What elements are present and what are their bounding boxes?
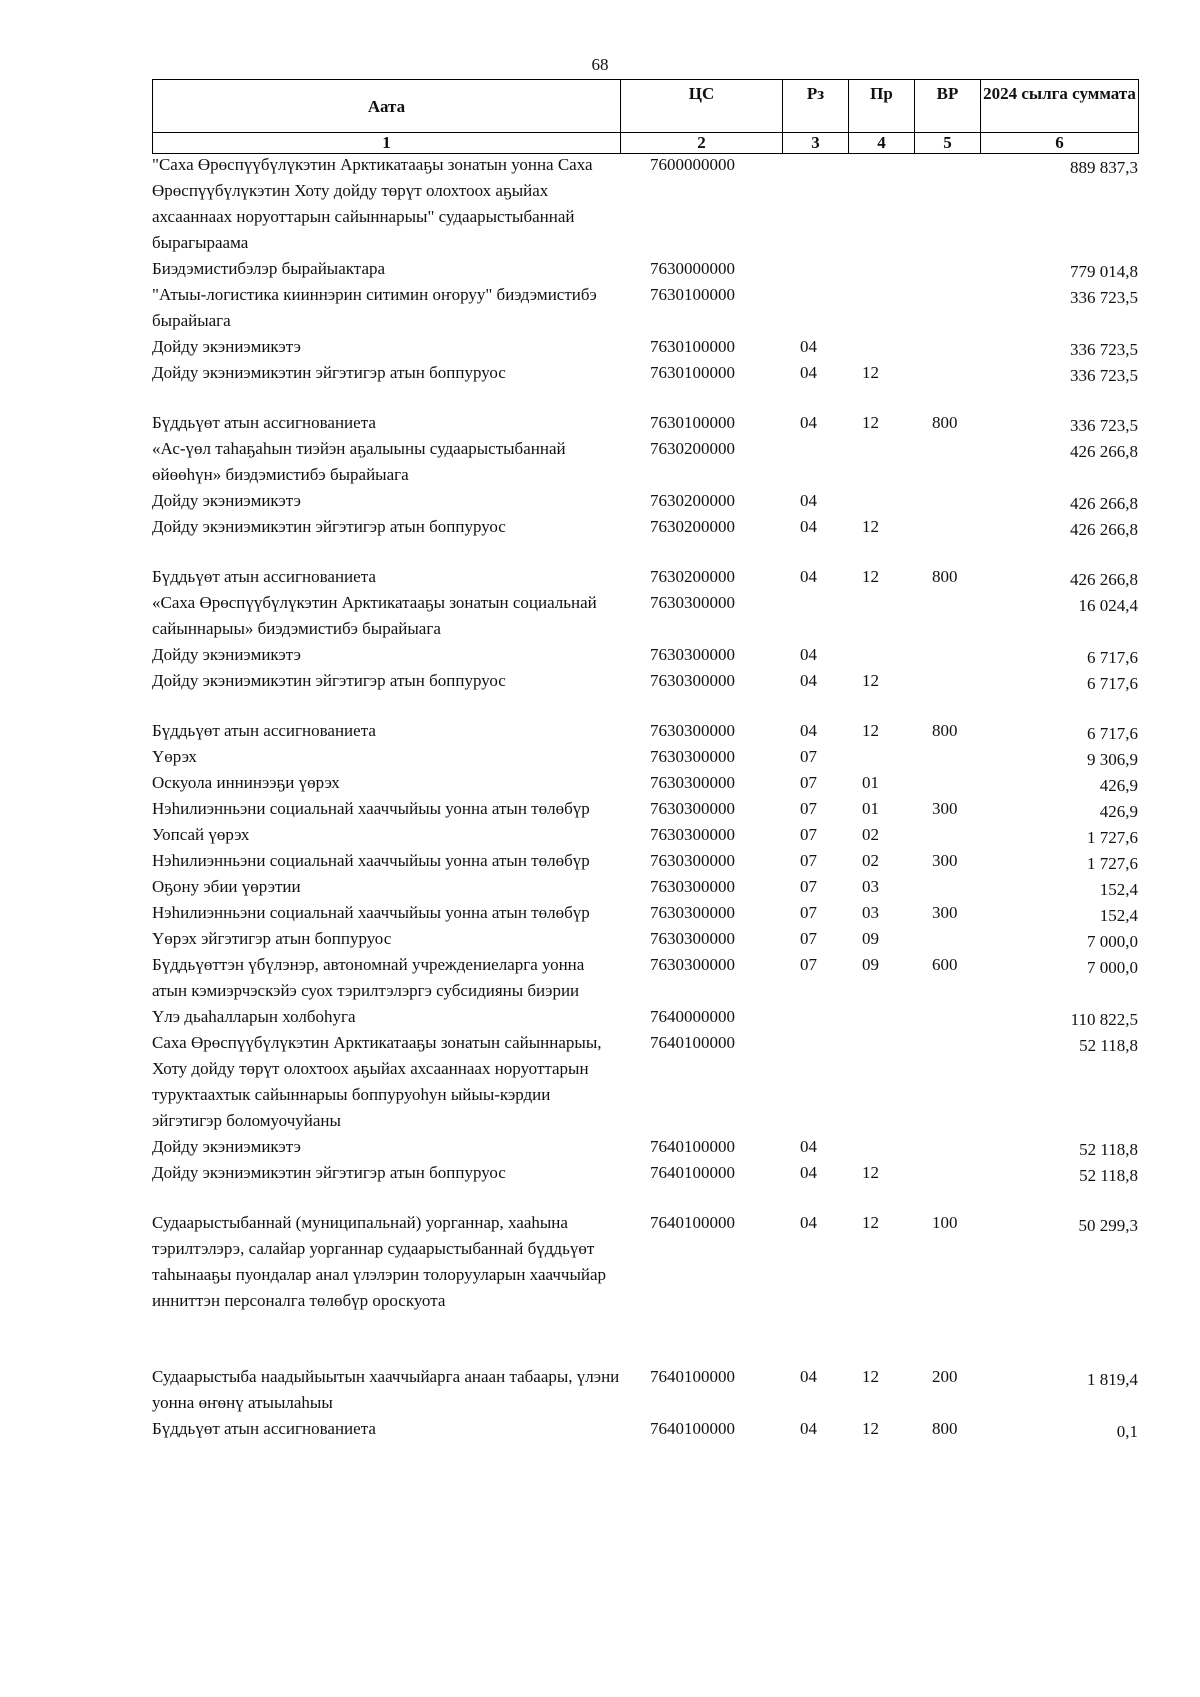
table-row: [152, 1364, 1138, 1416]
table-row: [152, 152, 1138, 256]
table-row: [152, 488, 1138, 514]
table-row: [152, 952, 1138, 1004]
row-name: «Саха Өрөспүүбүлүкэтин Арктикатааҕы зонатын социальнай сайыннарыы» биэдэмистибэ бырайыага: [152, 593, 597, 638]
row-name: «Ас-үөл таһаҕаһын тиэйэн аҕалыыны судаарыстыбаннай өйөөһүн» биэдэмистибэ бырайыага: [152, 439, 566, 484]
row-sum: 779 014,8: [1070, 262, 1138, 281]
row-rz-code: 04: [800, 1213, 817, 1232]
row-sum: 52 118,8: [1079, 1036, 1138, 1055]
row-sum: 110 822,5: [1070, 1010, 1138, 1029]
row-cs-code: 7640000000: [650, 1007, 735, 1026]
row-name: Дойду экэниэмикэтэ: [152, 491, 301, 510]
row-name: Нэһилиэнньэни социальнай хааччыйыы уонна атын төлөбүр: [152, 851, 590, 870]
row-name: "Саха Өрөспүүбүлүкэтин Арктикатааҕы зонатын уонна Саха Өрөспүүбүлүкэтин Хоту дойду төрүт олохтоох аҕыйах ахсааннаах норуоттарын сайыннарыы" судаарыстыбаннай бырагыраама: [152, 155, 593, 252]
row-rz-code: 04: [800, 1163, 817, 1182]
table-row: [152, 1416, 1138, 1442]
header-cs: ЦС: [621, 80, 783, 133]
row-sum: 1 727,6: [1087, 854, 1138, 873]
row-vr-code: 300: [932, 851, 958, 870]
row-sum: 426 266,8: [1070, 570, 1138, 589]
column-number: 4: [849, 133, 915, 154]
table-row: [152, 1134, 1138, 1160]
row-sum: 52 118,8: [1079, 1140, 1138, 1159]
row-pr-code: 12: [862, 517, 879, 536]
row-name: Уопсай үөрэх: [152, 825, 250, 844]
row-cs-code: 7630000000: [650, 259, 735, 278]
row-sum: 336 723,5: [1070, 416, 1138, 435]
row-sum: 9 306,9: [1087, 750, 1138, 769]
row-sum: 152,4: [1099, 906, 1138, 925]
row-rz-code: 07: [800, 773, 817, 792]
row-name: Дойду экэниэмикэтин эйгэтигэр атын боппуруос: [152, 1163, 506, 1182]
row-name: Дойду экэниэмикэтин эйгэтигэр атын боппуруос: [152, 671, 506, 690]
row-name: Судаарыстыбаннай (муниципальнай) уорганнар, хааһына тэрилтэлэрэ, салайар уорганнар судаарыстыбаннай бүддьүөт таһынааҕы пуондалар анал үлэлэрин толорууларын хааччыйар инниттэн персоналга төлөбүр ороскуота: [152, 1213, 607, 1310]
row-cs-code: 7640100000: [650, 1137, 735, 1156]
row-name: Бүддьүөттэн үбүлэнэр, автономнай учреждениеларга уонна атын кэмиэрчэскэйэ суох тэрилтэлэргэ субсидияны биэрии: [152, 955, 585, 1000]
row-sum: 336 723,5: [1070, 340, 1138, 359]
table-row: [152, 1004, 1138, 1030]
row-cs-code: 7630300000: [650, 955, 735, 974]
row-sum: 50 299,3: [1078, 1216, 1138, 1235]
row-rz-code: 04: [800, 1137, 817, 1156]
row-vr-code: 800: [932, 721, 958, 740]
table-row: [152, 256, 1138, 282]
table-row: [152, 900, 1138, 926]
table-row: [152, 848, 1138, 874]
row-cs-code: 7640100000: [650, 1419, 735, 1438]
table-row: [152, 360, 1138, 386]
row-cs-code: 7630100000: [650, 413, 735, 432]
table-row: [152, 1030, 1138, 1134]
row-pr-code: 09: [862, 929, 879, 948]
row-sum: 426 266,8: [1070, 494, 1138, 513]
row-pr-code: 12: [862, 363, 879, 382]
row-name: Биэдэмистибэлэр бырайыактара: [152, 259, 386, 278]
row-cs-code: 7630200000: [650, 567, 735, 586]
row-cs-code: 7630100000: [650, 363, 735, 382]
table-body: [152, 152, 1138, 1442]
row-sum: 6 717,6: [1087, 648, 1138, 667]
table-row: [152, 874, 1138, 900]
table-row: [152, 436, 1138, 488]
table-row: [152, 822, 1138, 848]
row-name: Саха Өрөспүүбүлүкэтин Арктикатааҕы зонатын сайыннарыы, Хоту дойду төрүт олохтоох аҕыйах ахсааннаах норуоттарын туруктаахтык сайыннарыы боппуруоһун ыйыы-кэрдии эйгэтигэр боломуочуйаны: [152, 1033, 602, 1130]
row-rz-code: 04: [800, 567, 817, 586]
row-name: Бүддьүөт атын ассигнованиета: [152, 413, 376, 432]
row-vr-code: 600: [932, 955, 958, 974]
row-vr-code: 300: [932, 903, 958, 922]
row-sum: 0,1: [1116, 1422, 1138, 1441]
row-cs-code: 7630300000: [650, 721, 735, 740]
row-name: Бүддьүөт атын ассигнованиета: [152, 567, 376, 586]
table-row: [152, 334, 1138, 360]
row-cs-code: 7630300000: [650, 903, 735, 922]
row-sum: 336 723,5: [1070, 366, 1138, 385]
row-cs-code: 7630300000: [650, 825, 735, 844]
row-sum: 336 723,5: [1070, 288, 1138, 307]
row-pr-code: 12: [862, 721, 879, 740]
row-name: Дойду экэниэмикэтэ: [152, 337, 301, 356]
column-number: 1: [153, 133, 621, 154]
row-rz-code: 04: [800, 491, 817, 510]
table-row: [152, 564, 1138, 590]
row-name: Судаарыстыба наадыйыытын хааччыйарга анаан табаары, үлэни уонна өҥөнү атыылаһыы: [152, 1367, 620, 1412]
row-pr-code: 12: [862, 1163, 879, 1182]
row-rz-code: 04: [800, 1419, 817, 1438]
row-rz-code: 07: [800, 747, 817, 766]
row-rz-code: 04: [800, 363, 817, 382]
table-row: [152, 282, 1138, 334]
table-row: [152, 1160, 1138, 1186]
column-number: 6: [981, 133, 1139, 154]
row-cs-code: 7630200000: [650, 517, 735, 536]
row-pr-code: 03: [862, 877, 879, 896]
row-sum: 889 837,3: [1070, 158, 1138, 177]
row-sum: 6 717,6: [1087, 674, 1138, 693]
row-cs-code: 7630100000: [650, 337, 735, 356]
row-cs-code: 7630100000: [650, 285, 735, 304]
row-rz-code: 07: [800, 929, 817, 948]
column-number: 3: [783, 133, 849, 154]
table-header: [152, 79, 1139, 154]
row-rz-code: 07: [800, 877, 817, 896]
row-rz-code: 07: [800, 825, 817, 844]
row-pr-code: 09: [862, 955, 879, 974]
row-sum: 152,4: [1099, 880, 1138, 899]
row-cs-code: 7630300000: [650, 645, 735, 664]
row-name: Үлэ дьаһалларын холбоһуга: [152, 1007, 356, 1026]
row-sum: 16 024,4: [1078, 596, 1138, 615]
row-rz-code: 07: [800, 799, 817, 818]
row-rz-code: 04: [800, 1367, 817, 1386]
row-pr-code: 12: [862, 1419, 879, 1438]
row-name: Дойду экэниэмикэтин эйгэтигэр атын боппуруос: [152, 517, 506, 536]
row-pr-code: 01: [862, 773, 879, 792]
row-cs-code: 7630300000: [650, 929, 735, 948]
row-vr-code: 200: [932, 1367, 958, 1386]
row-sum: 7 000,0: [1087, 958, 1138, 977]
header-sum: 2024 сылга суммата: [981, 80, 1139, 133]
row-rz-code: 04: [800, 721, 817, 740]
row-name: Үөрэх: [152, 747, 197, 766]
row-pr-code: 12: [862, 1213, 879, 1232]
row-vr-code: 800: [932, 413, 958, 432]
row-cs-code: 7630300000: [650, 851, 735, 870]
page-number: 68: [591, 55, 609, 74]
row-cs-code: 7640100000: [650, 1213, 735, 1232]
column-number: 5: [915, 133, 981, 154]
row-sum: 7 000,0: [1087, 932, 1138, 951]
row-sum: 426 266,8: [1070, 520, 1138, 539]
row-name: Нэһилиэнньэни социальнай хааччыйыы уонна атын төлөбүр: [152, 799, 590, 818]
header-name: Аата: [153, 80, 621, 133]
table-row: [152, 796, 1138, 822]
row-cs-code: 7640100000: [650, 1367, 735, 1386]
row-rz-code: 04: [800, 337, 817, 356]
row-sum: 426,9: [1099, 776, 1138, 795]
row-cs-code: 7630300000: [650, 747, 735, 766]
row-cs-code: 7630300000: [650, 799, 735, 818]
table-row: [152, 1210, 1138, 1314]
row-sum: 52 118,8: [1079, 1166, 1138, 1185]
table-row: [152, 668, 1138, 694]
row-sum: 1 819,4: [1087, 1370, 1138, 1389]
table-row: [152, 410, 1138, 436]
row-rz-code: 07: [800, 851, 817, 870]
row-rz-code: 07: [800, 955, 817, 974]
row-vr-code: 100: [932, 1213, 958, 1232]
row-cs-code: 7630200000: [650, 491, 735, 510]
row-cs-code: 7630200000: [650, 439, 735, 458]
row-cs-code: 7630300000: [650, 593, 735, 612]
row-pr-code: 02: [862, 825, 879, 844]
table-row: [152, 926, 1138, 952]
table-row: [152, 642, 1138, 668]
row-name: Дойду экэниэмикэтин эйгэтигэр атын боппуруос: [152, 363, 506, 382]
row-rz-code: 04: [800, 517, 817, 536]
header-rz: Рз: [783, 80, 849, 133]
row-name: Нэһилиэнньэни социальнай хааччыйыы уонна атын төлөбүр: [152, 903, 590, 922]
column-number: 2: [621, 133, 783, 154]
row-pr-code: 12: [862, 567, 879, 586]
row-rz-code: 07: [800, 903, 817, 922]
row-sum: 426,9: [1099, 802, 1138, 821]
row-name: Оскуола иннинээҕи үөрэх: [152, 773, 340, 792]
row-sum: 1 727,6: [1087, 828, 1138, 847]
row-pr-code: 03: [862, 903, 879, 922]
table-row: [152, 744, 1138, 770]
row-vr-code: 800: [932, 1419, 958, 1438]
row-cs-code: 7630300000: [650, 773, 735, 792]
row-cs-code: 7630300000: [650, 671, 735, 690]
row-name: Оҕону эбии үөрэтии: [152, 877, 301, 896]
header-vr: ВР: [915, 80, 981, 133]
row-cs-code: 7640100000: [650, 1163, 735, 1182]
row-name: Бүддьүөт атын ассигнованиета: [152, 1419, 376, 1438]
table-row: [152, 590, 1138, 642]
row-name: Бүддьүөт атын ассигнованиета: [152, 721, 376, 740]
row-cs-code: 7630300000: [650, 877, 735, 896]
row-cs-code: 7600000000: [650, 155, 735, 174]
row-pr-code: 12: [862, 413, 879, 432]
row-sum: 6 717,6: [1087, 724, 1138, 743]
row-rz-code: 04: [800, 671, 817, 690]
row-vr-code: 800: [932, 567, 958, 586]
row-name: "Атыы-логистика кииннэрин ситимин оҥоруу" биэдэмистибэ бырайыага: [152, 285, 597, 330]
row-sum: 426 266,8: [1070, 442, 1138, 461]
row-rz-code: 04: [800, 645, 817, 664]
row-rz-code: 04: [800, 413, 817, 432]
header-pr: Пр: [849, 80, 915, 133]
row-pr-code: 12: [862, 671, 879, 690]
row-pr-code: 02: [862, 851, 879, 870]
row-pr-code: 12: [862, 1367, 879, 1386]
row-name: Дойду экэниэмикэтэ: [152, 645, 301, 664]
row-name: Дойду экэниэмикэтэ: [152, 1137, 301, 1156]
table-row: [152, 514, 1138, 540]
table-row: [152, 770, 1138, 796]
row-vr-code: 300: [932, 799, 958, 818]
row-pr-code: 01: [862, 799, 879, 818]
table-row: [152, 718, 1138, 744]
row-name: Үөрэх эйгэтигэр атын боппуруос: [152, 929, 392, 948]
row-cs-code: 7640100000: [650, 1033, 735, 1052]
